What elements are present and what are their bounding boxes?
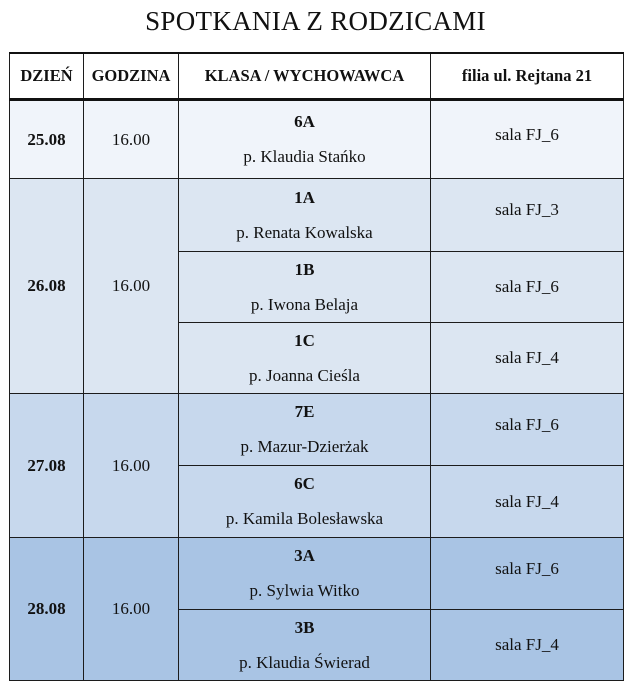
class-cell [179,394,431,466]
class-cell [179,252,431,323]
class-cell [179,100,431,179]
class-cell [179,610,431,681]
teacher-name: p. Klaudia Stańko [243,147,366,166]
class-code: 3A [294,546,315,565]
class-cell [179,466,431,538]
day-cell: 28.08 [10,538,84,681]
class-code: 3B [294,617,315,637]
class-code: 1A [294,187,315,207]
class-code: 1C [294,330,315,350]
room-cell [431,466,624,538]
room-label: sala FJ_6 [495,558,559,578]
room-label: sala FJ_6 [495,277,559,296]
room-label: sala FJ_4 [495,635,559,654]
room-cell [431,394,624,466]
room-cell [431,323,624,394]
hour-cell: 16.00 [84,100,179,179]
header-hour: GODZINA [84,53,179,100]
room-label: sala FJ_6 [495,124,559,144]
hour-cell: 16.00 [84,538,179,681]
day-cell: 25.08 [10,100,84,179]
class-cell [179,179,431,252]
room-label: sala FJ_3 [495,200,559,219]
room-cell [431,179,624,252]
teacher-name: p. Mazur-Dzierżak [240,437,369,456]
table-row [10,394,624,466]
room-cell [431,100,624,179]
teacher-name: p. Iwona Belaja [250,294,359,314]
room-label: sala FJ_6 [495,414,559,434]
header-class: KLASA / WYCHOWAWCA [179,53,431,100]
table-row [10,179,624,252]
teacher-name: p. Klaudia Świerad [239,652,370,672]
table-row [10,100,624,179]
class-cell [179,538,431,610]
room-cell [431,538,624,610]
room-cell [431,610,624,681]
header-row [10,53,624,100]
class-code: 1B [294,259,315,279]
room-label: sala FJ_4 [495,491,559,511]
header-day: DZIEŃ [10,53,84,100]
table-row [10,538,624,610]
teacher-name: p. Kamila Bolesławska [225,509,384,528]
teacher-name: p. Renata Kowalska [236,222,373,242]
day-cell: 27.08 [10,394,84,538]
room-cell [431,252,624,323]
hour-cell: 16.00 [84,179,179,394]
page-title: SPOTKANIA Z RODZICAMI [145,6,486,36]
teacher-name: p. Joanna Cieśla [249,365,360,385]
room-label: sala FJ_4 [495,348,559,367]
header-branch: filia ul. Rejtana 21 [431,53,624,100]
day-cell: 26.08 [10,179,84,394]
class-cell [179,323,431,394]
teacher-name: p. Sylwia Witko [249,581,360,600]
class-code: 6A [294,112,315,131]
schedule-table [9,52,624,681]
class-code: 7E [294,402,315,421]
class-code: 6C [294,474,315,493]
hour-cell: 16.00 [84,394,179,538]
